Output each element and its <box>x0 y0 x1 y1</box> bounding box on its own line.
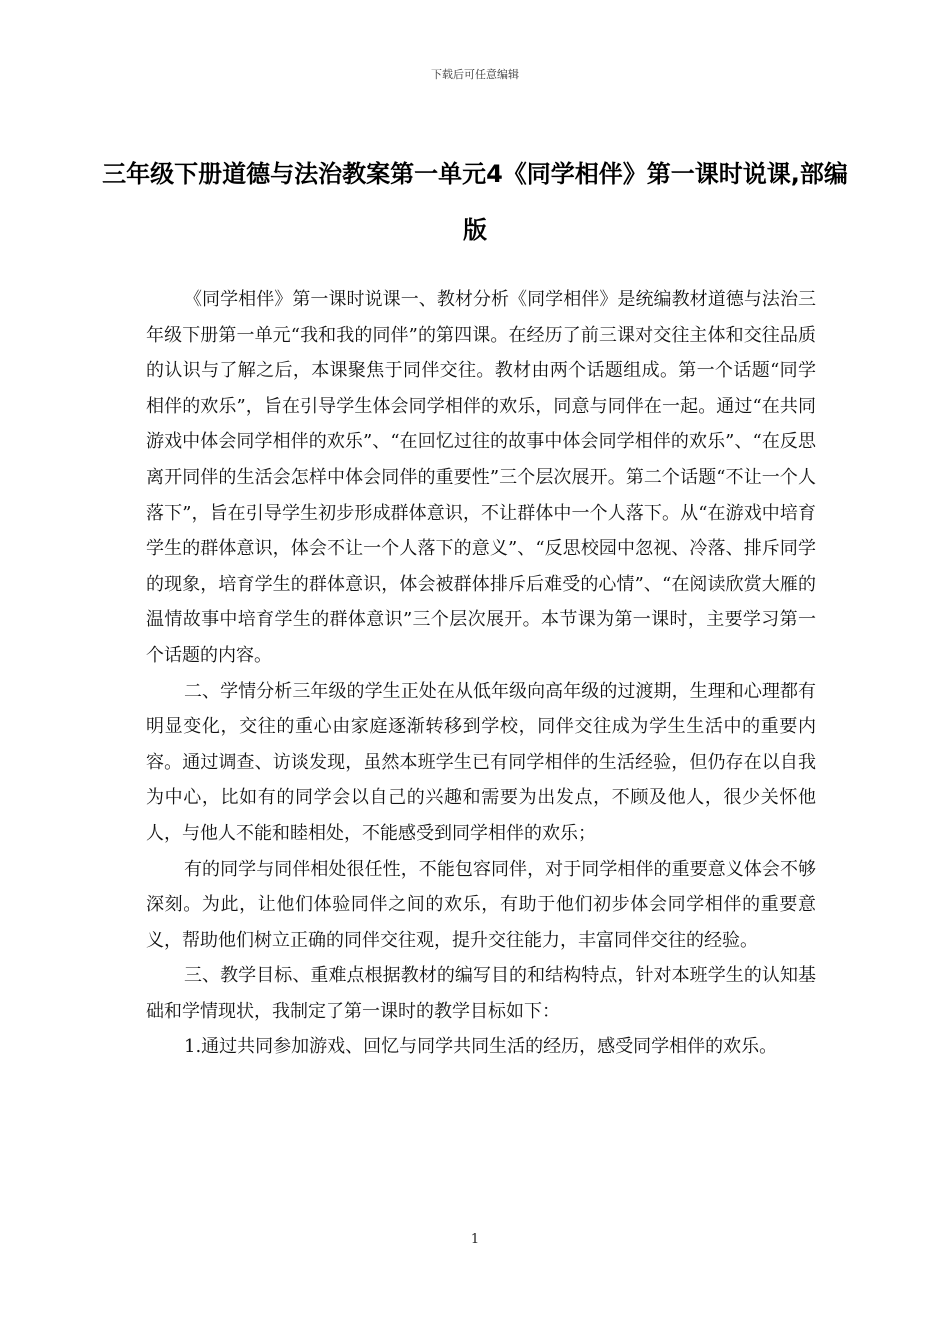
page-number: 1 <box>470 1232 480 1247</box>
document-body <box>146 282 816 1065</box>
paragraph: 1.通过共同参加游戏、回忆与同学共同生活的经历，感受同学相伴的欢乐。 <box>184 1036 778 1058</box>
paragraph: 三、教学目标、重难点根据教材的编写目的和结构特点，针对本班学生的认知基础和学情现状，我制定了第一课时的教学目标如下： <box>146 965 816 1022</box>
paragraph: 二、学情分析三年级的学生正处在从低年级向高年级的过渡期，生理和心理都有明显变化，交往的重心由家庭逐渐转移到学校，同伴交往成为学生生活中的重要内容。通过调查、访谈发现，虽然本班学生已有同学相伴的生活经验，但仍存在以自我为中心，比如有的同学会以自己的兴趣和需要为出发点，不顾及他人，很少关怀他人，与他人不能和睦相处，不能感受到同学相伴的欢乐； <box>146 680 816 844</box>
header-note: 下载后可任意编辑 <box>431 68 519 81</box>
paragraph: 《同学相伴》第一课时说课一、教材分析《同学相伴》是统编教材道德与法治三年级下册第一单元“我和我的同伴”的第四课。在经历了前三课对交往主体和交往品质的认识与了解之后，本课聚焦于同伴交往。教材由两个话题组成。第一个话题“同学相伴的欢乐”，旨在引导学生体会同学相伴的欢乐，同意与同伴在一起。通过“在共同游戏中体会同学相伴的欢乐”、“在回忆过往的故事中体会同学相伴的欢乐”、“在反思离开同伴的生活会怎样中体会同伴的重要性”三个层次展开。第二个话题“不让一个人落下”，旨在引导学生初步形成群体意识，不让群体中一个人落下。从“在游戏中培育学生的群体意识，体会不让一个人落下的意义”、“反思校园中忽视、冷落、排斥同学的现象，培育学生的群体意识，体会被群体排斥后难受的心情”、“在阅读欣赏大雁的温情故事中培育学生的群体意识”三个层次展开。本节课为第一课时，主要学习第一个话题的内容。 <box>146 289 816 666</box>
paragraph: 有的同学与同伴相处很任性，不能包容同伴，对于同学相伴的重要意义体会不够深刻。为此，让他们体验同伴之间的欢乐，有助于他们初步体会同学相伴的重要意义，帮助他们树立正确的同伴交往观，提升交往能力，丰富同伴交往的经验。 <box>146 858 816 951</box>
document-title: 三年级下册道德与法治教案第一单元4《同学相伴》第一课时说课,部编版 <box>102 160 848 244</box>
